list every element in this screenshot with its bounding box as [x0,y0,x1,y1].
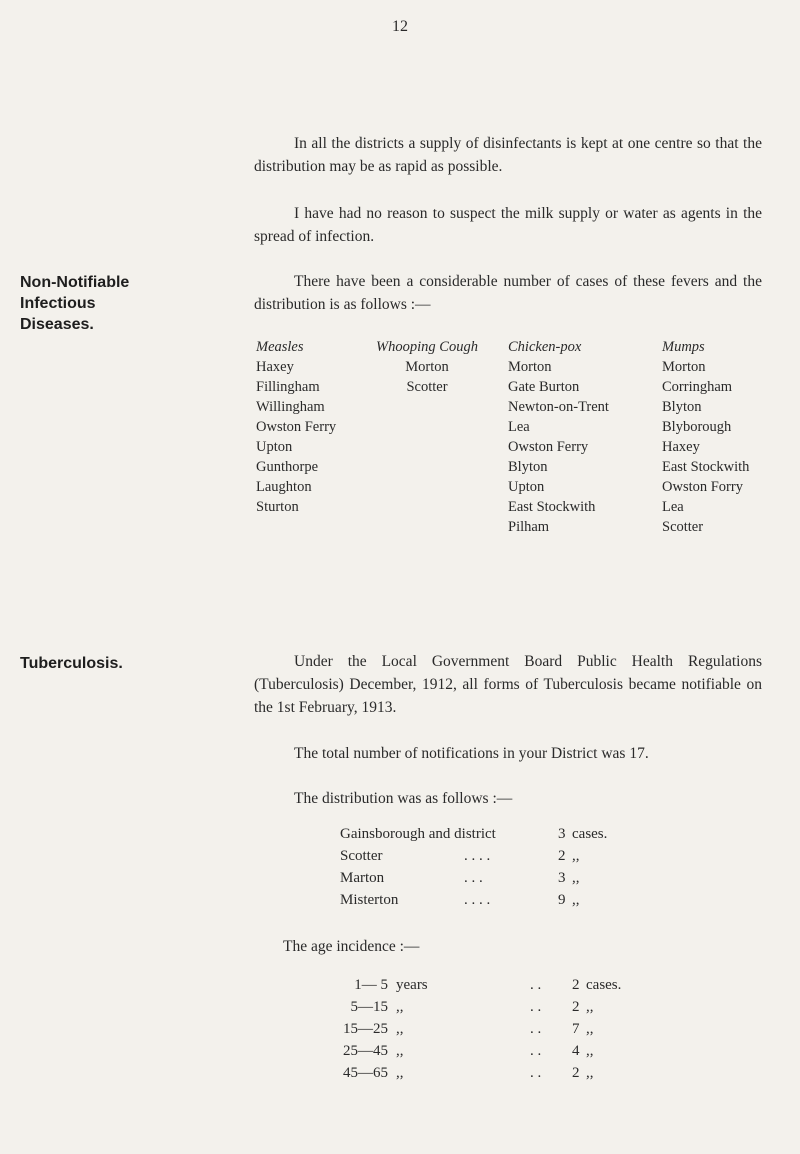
unit-cell: ,, [572,892,580,908]
disease-column-chicken-pox [508,337,609,537]
side-heading-line: Diseases. [20,316,94,333]
non-notifiable-heading [20,272,129,335]
list-item: Gunthorpe [256,459,319,475]
table-row [340,1062,621,1084]
table-row [340,974,621,996]
tb-total-paragraph: The total number of notifications in your District was 17. [294,745,649,762]
column-header: Whooping Cough [376,339,478,355]
list-item: Owston Ferry [508,439,589,455]
list-item: Willingham [256,399,325,415]
list-item: Blyton [662,399,702,415]
disease-column-measles [256,337,336,517]
leader-dots: . . [530,977,542,993]
count-cell: 2 [572,999,580,1015]
age-range-cell: 45—65 [343,1065,388,1081]
count-cell: 2 [572,1065,580,1081]
unit-cell: ,, [586,1021,594,1037]
column-header: Chicken-pox [508,339,582,355]
list-item: Lea [662,499,684,515]
age-range-cell: 1— 5 [354,977,388,993]
count-cell: 3 [558,870,566,886]
count-cell: 4 [572,1043,580,1059]
place-cell: Marton [340,870,385,886]
disease-column-whooping-cough [363,337,491,397]
unit-cell: ,, [586,999,594,1015]
list-item: Blyborough [662,419,732,435]
age-unit-cell: ,, [396,1043,404,1059]
count-cell: 2 [572,977,580,993]
side-heading-line: Infectious [20,295,96,312]
disinfectants-paragraph: In all the districts a supply of disinfectants is kept at one centre so that the distribution may be as rapid as possible. [254,135,762,175]
leader-dots: . . . . [464,892,491,908]
age-range-cell: 5—15 [350,999,388,1015]
list-item: Owston Forry [662,479,743,495]
leader-dots: . . [530,1043,542,1059]
age-range-cell: 15—25 [343,1021,388,1037]
age-unit-cell: years [396,977,428,993]
unit-cell: ,, [586,1043,594,1059]
table-row [340,867,607,889]
non-notifiable-intro: There have been a considerable number of cases of these fevers and the distribution is as follows :— [254,273,762,313]
list-item: Gate Burton [508,379,580,395]
table-row [340,1040,621,1062]
table-row [340,823,607,845]
age-range-cell: 25—45 [343,1043,388,1059]
disease-column-mumps [662,337,749,537]
list-item: Pilham [508,519,550,535]
unit-cell: cases. [586,977,622,993]
table-row [340,996,621,1018]
table-row [340,845,607,867]
list-item: Morton [405,359,449,375]
place-cell: Scotter [340,848,383,864]
list-item: Morton [508,359,552,375]
age-incidence-table [340,974,621,1084]
place-cell: Misterton [340,892,399,908]
unit-cell: ,, [572,870,580,886]
list-item: Upton [508,479,545,495]
milk-supply-paragraph: I have had no reason to suspect the milk supply or water as agents in the spread of infection. [254,205,762,245]
list-item: Laughton [256,479,312,495]
leader-dots: . . . . [464,848,491,864]
list-item: East Stockwith [662,459,750,475]
list-item: Scotter [406,379,448,395]
list-item: Corringham [662,379,733,395]
list-item: Owston Ferry [256,419,337,435]
list-item: Blyton [508,459,548,475]
age-unit-cell: ,, [396,1021,404,1037]
table-row [340,889,607,911]
age-incidence-intro: The age incidence :— [283,938,420,955]
list-item: Upton [256,439,293,455]
distribution-table [340,823,607,911]
tuberculosis-heading: Tuberculosis. [20,655,123,672]
column-header: Measles [256,339,304,355]
table-row [340,1018,621,1040]
age-unit-cell: ,, [396,1065,404,1081]
list-item: Haxey [256,359,294,375]
column-header: Mumps [662,339,705,355]
list-item: Fillingham [256,379,320,395]
count-cell: 2 [558,848,566,864]
list-item: Newton-on-Trent [508,399,609,415]
leader-dots: . . [530,1065,542,1081]
count-cell: 7 [572,1021,580,1037]
list-item: East Stockwith [508,499,596,515]
count-cell: 9 [558,892,566,908]
leader-dots: . . [530,999,542,1015]
list-item: Sturton [256,499,299,515]
age-unit-cell: ,, [396,999,404,1015]
leader-dots: . . . [464,870,483,886]
side-heading-line: Non-Notifiable [20,274,130,291]
list-item: Lea [508,419,530,435]
list-item: Morton [662,359,706,375]
leader-dots: . . [530,1021,542,1037]
place-cell: Gainsborough and district [340,826,496,842]
tb-regulations-paragraph: Under the Local Government Board Public Health Regulations (Tuberculosis) December, 1912, all forms of Tuberculosis became notifiable on the 1st February, 1913. [254,653,762,716]
page-number: 12 [392,18,408,35]
unit-cell: ,, [586,1065,594,1081]
list-item: Scotter [662,519,704,535]
unit-cell: cases. [572,826,608,842]
list-item: Haxey [662,439,700,455]
distribution-intro: The distribution was as follows :— [294,790,513,807]
unit-cell: ,, [572,848,580,864]
count-cell: 3 [558,826,566,842]
